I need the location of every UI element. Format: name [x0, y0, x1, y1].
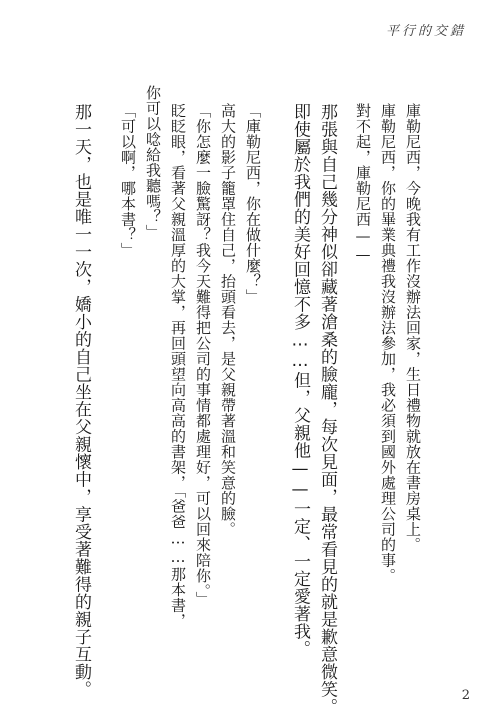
paragraph-line-12: 那一天，也是唯一一次，嬌小的自己坐在父親懷中，享受著難得的親子互動。 [71, 103, 91, 698]
paragraph-line-1: 庫勒尼西，今晚我有工作沒辦法回家，生日禮物就放在書房桌上。 [404, 103, 422, 553]
paragraph-line-9: 眨眨眼，看著父親溫厚的大掌，再回頭望向高高的書架，「爸爸……那本書， [169, 103, 187, 629]
paragraph-line-5: 即使屬於我們的美好回憶不多……但，父親他——一定、一定愛著我。 [290, 103, 310, 658]
paragraph-line-4: 那張與自己幾分神似卻藏著滄桑的臉龐，每次見面，最常看見的就是歉意微笑。 [317, 103, 337, 716]
paragraph-line-6: 「庫勒尼西，你在做什麼？」 [244, 103, 262, 305]
page-number: 2 [461, 688, 470, 703]
paragraph-line-2: 庫勒尼西，你的畢業典禮我沒辦法參加，我必須到國外處理公司的事。 [379, 103, 397, 584]
running-header: 平行的交錯 [385, 24, 466, 39]
paragraph-line-10: 你可以唸給我聽嗎？」 [144, 85, 162, 240]
paragraph-line-3: 對不起，庫勒尼西—— [354, 103, 372, 264]
paragraph-line-7: 高大的影子籠罩住自己，抬頭看去，是父親帶著溫和笑意的臉。 [219, 103, 237, 537]
paragraph-line-11: 「可以啊，哪本書？」 [119, 103, 137, 258]
paragraph-line-8: 「你怎麼一臉驚訝？我今天難得把公司的事情都處理好，可以回來陪你。」 [194, 103, 212, 607]
